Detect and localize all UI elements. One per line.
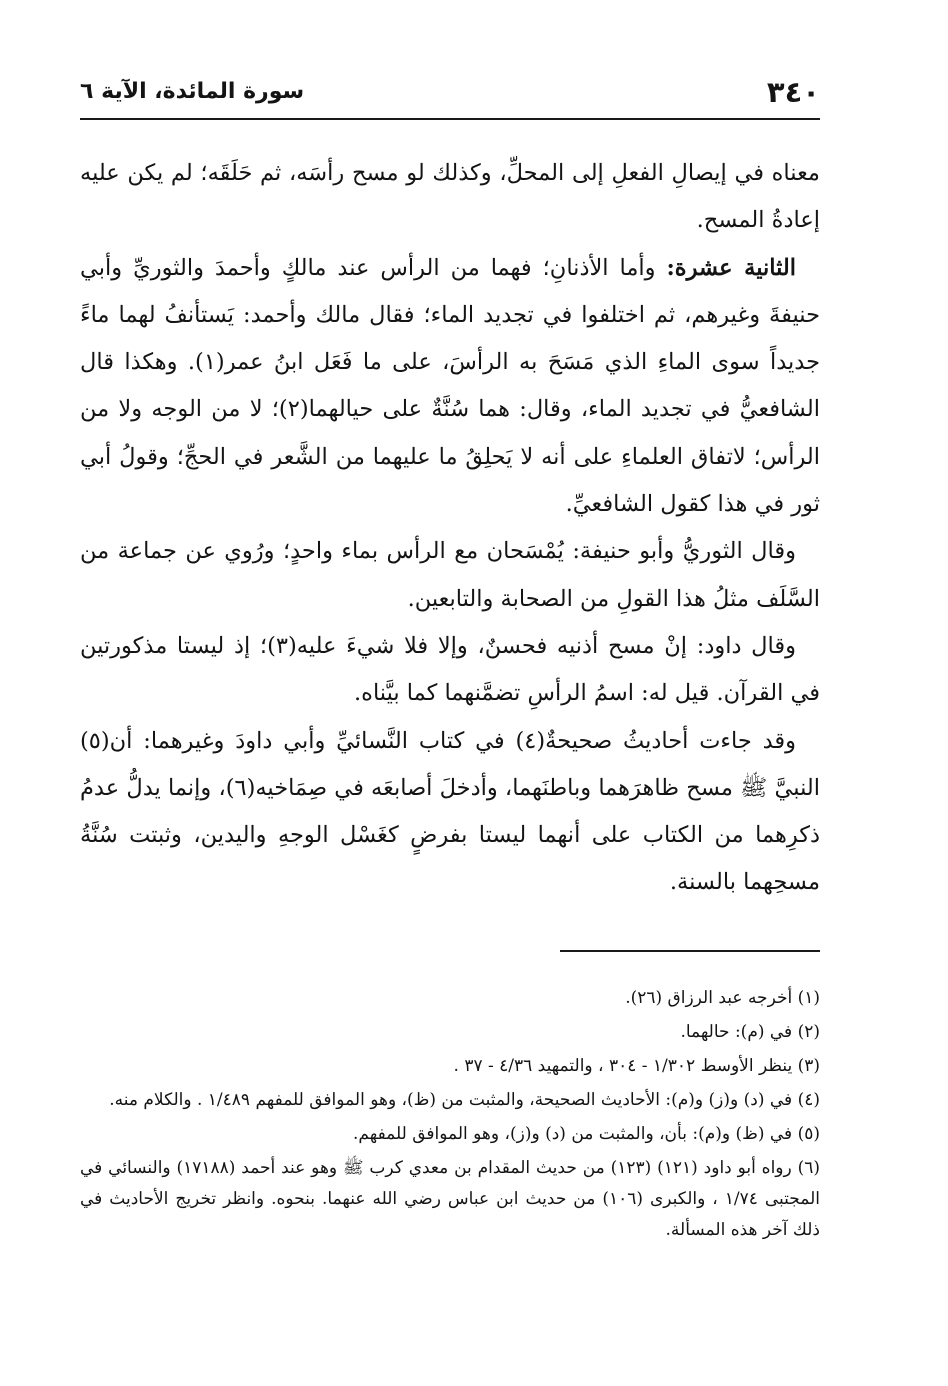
main-text	[80, 150, 820, 907]
footnote-separator	[560, 950, 820, 952]
paragraph-4: وقال داود: إنْ مسح أذنيه فحسنٌ، وإلا فلا شيءَ عليه(٣)؛ إذ ليستا مذكورتين في القرآن. قيل له: اسمُ الرأسِ تضمَّنهما كما بيَّناه.	[80, 632, 820, 707]
paragraph-1: معناه في إيصالِ الفعلِ إلى المحلِّ، وكذلك لو مسح رأسَه، ثم حَلَقَه؛ لم يكن عليه إعادةُ المسح.	[80, 160, 820, 234]
paragraph-3: وقال الثوريُّ وأبو حنيفة: يُمْسَحان مع الرأس بماء واحدٍ؛ ورُوي عن جماعة من السَّلَف مثلُ هذا القولِ من الصحابة والتابعين.	[80, 538, 820, 612]
footnote-2: (٢) في (م): حالهما.	[680, 1022, 820, 1042]
paragraph-5: وقد جاءت أحاديثُ صحيحةٌ(٤) في كتاب النَّسائيِّ وأبي داودَ وغيرهما: أن(٥) النبيَّ ﷺ مسح ظاهرَهما وباطنَهما، وأدخلَ أصابعَه في صِمَاخيه(٦)، وإنما يدلُّ عدمُ ذكرِهما من الكتاب على أنهما ليستا بفرضٍ كغَسْل الوجهِ واليدين، وثبتت سُنَّةُ مسحِهما بالسنة.	[80, 727, 820, 896]
paragraph-2-text: وأما الأذنانِ؛ فهما من الرأس عند مالكٍ وأحمدَ والثوريِّ وأبي حنيفةَ وغيرهم، ثم اختلفوا في تجديد الماء؛ فقال مالك وأحمد: يَستأنفُ لهما ماءً جديداً سوى الماءِ الذي مَسَحَ به الرأسَ، على ما فَعَل ابنُ عمر(١). وهكذا قال الشافعيُّ في تجديد الماء، وقال: هما سُنَّةٌ على حيالهما(٢)؛ لا من الوجه ولا من الرأس؛ لاتفاق العلماءِ على أنه لا يَحلِقُ ما عليهما من الشَّعر في الحجِّ؛ وقولُ أبي ثور في هذا كقول الشافعيِّ.	[80, 254, 820, 518]
footnote-1: (١) أخرجه عبد الرزاق (٢٦).	[625, 988, 820, 1008]
paragraph-2	[80, 245, 820, 529]
footnote-5: (٥) في (ظ) و(م): بأن، والمثبت من (د) و(ز)، وهو الموافق للمفهم.	[353, 1124, 820, 1144]
surah-title: سورة المائدة، الآية ٦	[80, 79, 305, 104]
footnote-3: (٣) ينظر الأوسط ١/٣٠٢ - ٣٠٤ ، والتمهيد ٤/٣٦ - ٣٧ .	[453, 1056, 820, 1076]
running-head	[80, 72, 820, 112]
header-rule	[80, 118, 820, 120]
footnotes	[80, 983, 820, 1249]
section-lead: الثانية عشرة:	[666, 254, 796, 281]
footnote-6: (٦) رواه أبو داود (١٢١) (١٢٣) من حديث المقدام بن معدي كرب ﷺ وهو عند أحمد (١٧١٨٨) والنسائي في المجتبى ١/٧٤ ، والكبرى (١٠٦) من حديث ابن عباس رضي الله عنهما. بنحوه. وانظر تخريج الأحاديث في ذلك آخر هذه المسألة.	[80, 1158, 820, 1240]
footnote-4: (٤) في (د) و(ز) و(م): الأحاديث الصحيحة، والمثبت من (ظ)، وهو الموافق للمفهم ١/٤٨٩ . والكلام منه.	[109, 1090, 820, 1110]
page-number: ٣٤٠	[766, 75, 820, 109]
